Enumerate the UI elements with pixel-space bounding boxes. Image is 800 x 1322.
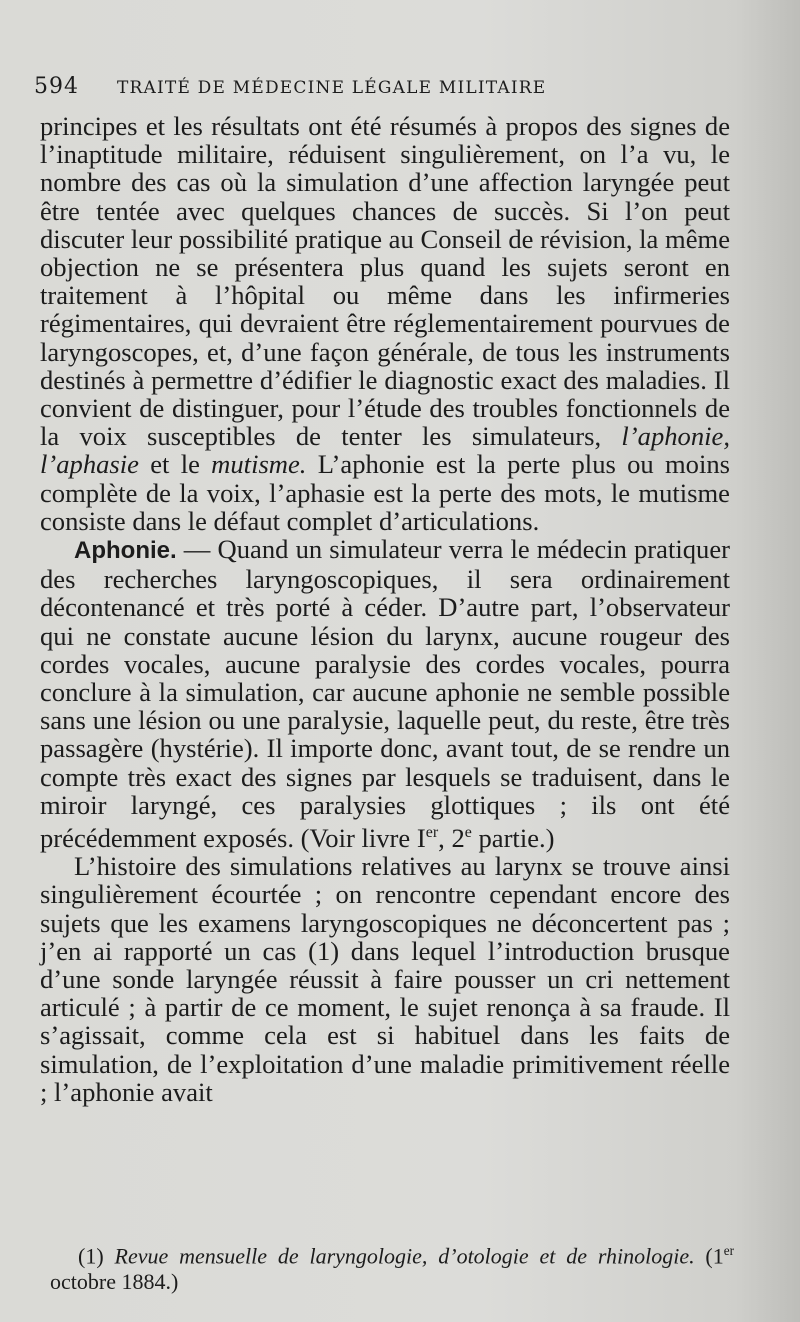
footnote-date-post: octobre 1884.) xyxy=(50,1269,179,1295)
footnote xyxy=(50,1238,734,1295)
running-header xyxy=(34,74,694,99)
footnote-date-pre: (1 xyxy=(694,1243,724,1269)
running-title: TRAITÉ DE MÉDECINE LÉGALE MILITAIRE xyxy=(117,78,547,98)
p2-sup-er: er xyxy=(425,824,439,842)
p1-mid: et le xyxy=(138,449,212,480)
footnote-marker: (1) xyxy=(78,1243,115,1269)
p1-text: principes et les résultats ont été résumés à propos des signes de l’inaptitude militaire, réduisent singulièrement, on l’a vu, le nombre des cas où la simulation d’une affection laryngée peut être tentée avec quelques chances de succès. Si l’on peut discuter leur possibilité pratique au Conseil de révision, la même objection ne se présentera plus quand les sujets seront en traitement à l’hôpital ou même dans les infirmeries régimentaires, qui devraient être réglementairement pourvues de laryngoscopes, et, d’une façon générale, de tous les instruments destinés à permettre d’édifier le diagnostic exact des maladies. Il convient de distinguer, pour l’étude des troubles fonctionnels de la voix susceptibles de tenter les simulateurs, xyxy=(40,111,730,452)
page-number: 594 xyxy=(34,74,79,99)
p2-sup-e: e xyxy=(464,824,472,842)
paragraph-1 xyxy=(40,112,730,535)
term-aphonie: l’aphonie, xyxy=(621,421,730,452)
footnote-date-sup: er xyxy=(723,1243,735,1258)
term-mutisme: mutisme. xyxy=(211,449,307,480)
term-aphasie: l’aphasie xyxy=(40,449,139,480)
p2-end: partie.) xyxy=(471,822,555,853)
section-heading-aphonie: Aphonie. xyxy=(74,537,177,565)
p1-end: L’aphonie est la perte plus ou moins complète de la voix, l’aphasie est la perte des mots, le mutisme consiste dans le défaut complet d’articulations. xyxy=(40,449,730,536)
p2-text: — Quand un simulateur verra le médecin pratiquer des recherches laryngoscopiques, il sera ordinairement décontenancé et très porté à céder. D’autre part, l’observateur qui ne constate aucune lésion du larynx, aucune rougeur des cordes vocales, aucune paralysie des cordes vocales, pourra conclure à la simulation, car aucune aphonie ne semble possible sans une lésion ou une paralysie, laquelle peut, du reste, être très passagère (hystérie). Il importe donc, avant tout, de se rendre un compte très exact des signes par lesquels se traduisent, dans le miroir laryngé, ces paralysies glottiques ; ils ont été précédemment exposés. (Voir livre I xyxy=(40,534,730,853)
body-text xyxy=(40,112,730,1106)
paragraph-2 xyxy=(40,535,730,852)
footnote-journal-title: Revue mensuelle de laryngologie, d’otologie et de rhinologie. xyxy=(114,1243,695,1269)
paragraph-3: L’histoire des simulations relatives au larynx se trouve ainsi singulièrement écourtée ; on rencontre cependant encore des sujets que les examens laryngoscopiques ne déconcertent pas ; j’en ai rapporté un cas (1) dans lequel l’introduction brusque d’une sonde laryngée réussit à faire pousser un cri nettement articulé ; à partir de ce moment, le sujet renonça à sa fraude. Il s’agissait, comme cela est si habituel dans les faits de simulation, de l’exploitation d’une maladie primitivement réelle ; l’aphonie avait xyxy=(40,851,730,1107)
p2-mid: , 2 xyxy=(438,822,465,853)
